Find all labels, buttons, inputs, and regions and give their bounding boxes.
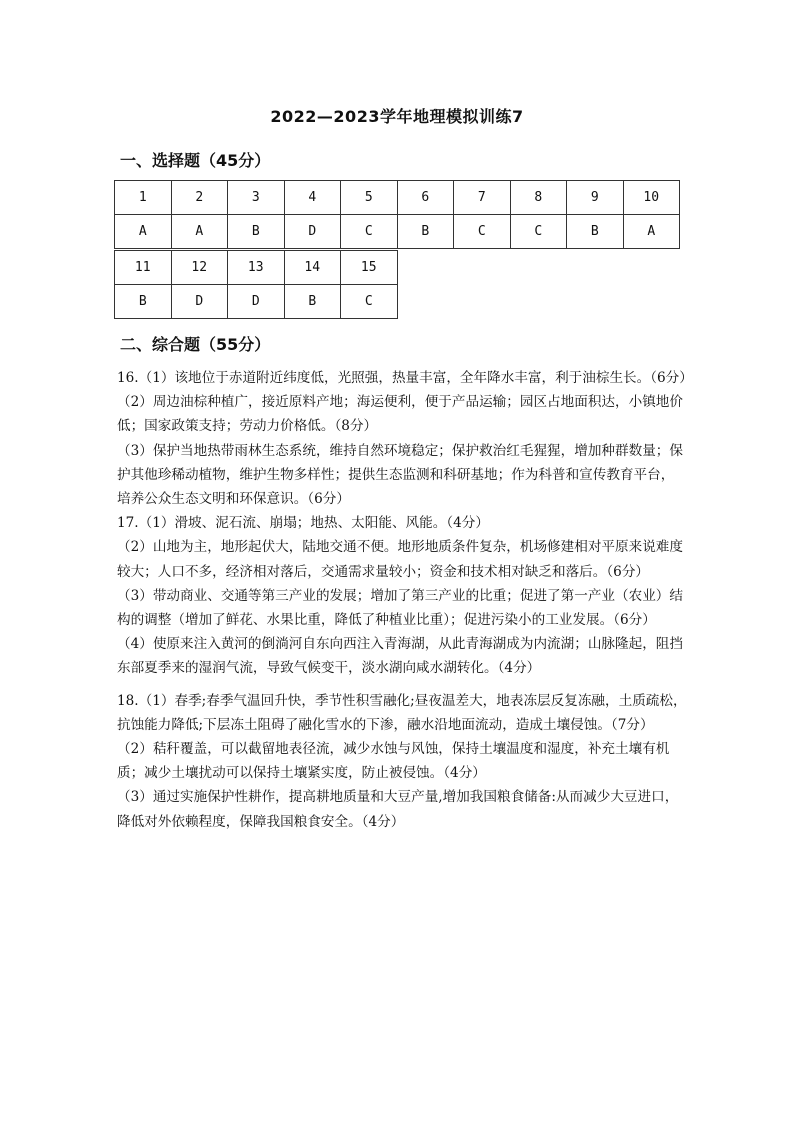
question-number: 4 [284,181,341,215]
answer-cell: C [341,215,398,249]
answer-table-2 [114,250,398,319]
question-number: 5 [341,181,398,215]
answer-cell: D [228,285,285,319]
section-heading-choice: 一、选择题（45分） [120,151,271,170]
answer-paragraph-17-1: 17.（1）滑坡、泥石流、崩塌；地热、太阳能、风能。（4分） [117,515,489,532]
answer-paragraph-18-3: （3）通过实施保护性耕作，提高耕地质量和大豆产量,增加我国粮食储备:从而减少大豆进口，降低对外依赖程度，保障我国粮食安全。（4分） [117,789,679,830]
answer-cell: B [115,285,172,319]
question-number: 1 [115,181,172,215]
answer-cell: D [171,285,228,319]
answer-cell: C [454,215,511,249]
section-heading-comprehensive: 二、综合题（55分） [120,335,271,354]
page-title: 2022—2023学年地理模拟训练7 [270,107,524,126]
question-number: 14 [284,251,341,285]
answer-paragraph-18-1: 18.（1）春季;春季气温回升快，季节性积雪融化;昼夜温差大，地表冻层反复冻融，土质疏松，抗蚀能力降低;下层冻土阻碍了融化雪水的下渗，融水沿地面流动，造成土壤侵蚀。（7分） [117,692,687,733]
answer-paragraph-16-2: （2）周边油棕种植广，接近原料产地；海运便利，便于产品运输；园区占地面积达，小镇地价低；国家政策支持；劳动力价格低。（8分） [117,394,683,435]
question-number: 9 [567,181,624,215]
answer-cell: C [510,215,567,249]
answer-cell: C [341,285,398,319]
answer-body [117,366,693,834]
answer-cell: A [171,215,228,249]
answer-paragraph-17-4: （4）使原来注入黄河的倒淌河自东向西注入青海湖，从此青海湖成为内流湖；山脉隆起，阻挡东部夏季来的湿润气流，导致气候变干，淡水湖向咸水湖转化。（4分） [117,636,683,677]
answer-paragraph-17-2: （2）山地为主，地形起伏大，陆地交通不便。地形地质条件复杂，机场修建相对平原来说难度较大；人口不多，经济相对落后，交通需求量较小；资金和技术相对缺乏和落后。（6分） [117,539,683,580]
answer-cell: B [567,215,624,249]
answer-cell: D [284,215,341,249]
question-number: 11 [115,251,172,285]
answer-paragraph-16-1: 16.（1）该地位于赤道附近纬度低，光照强，热量丰富，全年降水丰富，利于油棕生长。（6分） [117,370,693,386]
answer-paragraph-16-3: （3）保护当地热带雨林生态系统，维持自然环境稳定；保护救治红毛猩猩，增加种群数量；保护其他珍稀动植物，维护生物多样性；提供生态监测和科研基地；作为科普和宣传教育平台，培养公众生态文明和环保意识。（6分） [117,442,683,508]
question-number: 6 [397,181,454,215]
table-row-answers [115,215,680,249]
question-number: 7 [454,181,511,215]
question-number: 10 [623,181,680,215]
answer-cell: A [115,215,172,249]
answer-cell: A [623,215,680,249]
question-number: 2 [171,181,228,215]
answer-paragraph-18-2: （2）秸秆覆盖，可以截留地表径流，减少水蚀与风蚀，保持土壤温度和湿度，补充土壤有机质；减少土壤扰动可以保持土壤紧实度，防止被侵蚀。（4分） [117,741,670,782]
question-number: 8 [510,181,567,215]
answer-paragraph-17-3: （3）带动商业、交通等第三产业的发展；增加了第三产业的比重；促进了第一产业（农业）结构的调整（增加了鲜花、水果比重，降低了种植业比重）；促进污染小的工业发展。（6分） [117,587,683,629]
question-number: 15 [341,251,398,285]
table-row-numbers [115,251,398,285]
table-row-numbers [115,181,680,215]
answer-table-1 [114,180,680,249]
table-row-answers [115,285,398,319]
answer-cell: B [284,285,341,319]
answer-cell: B [228,215,285,249]
question-number: 13 [228,251,285,285]
question-number: 12 [171,251,228,285]
question-number: 3 [228,181,285,215]
answer-cell: B [397,215,454,249]
